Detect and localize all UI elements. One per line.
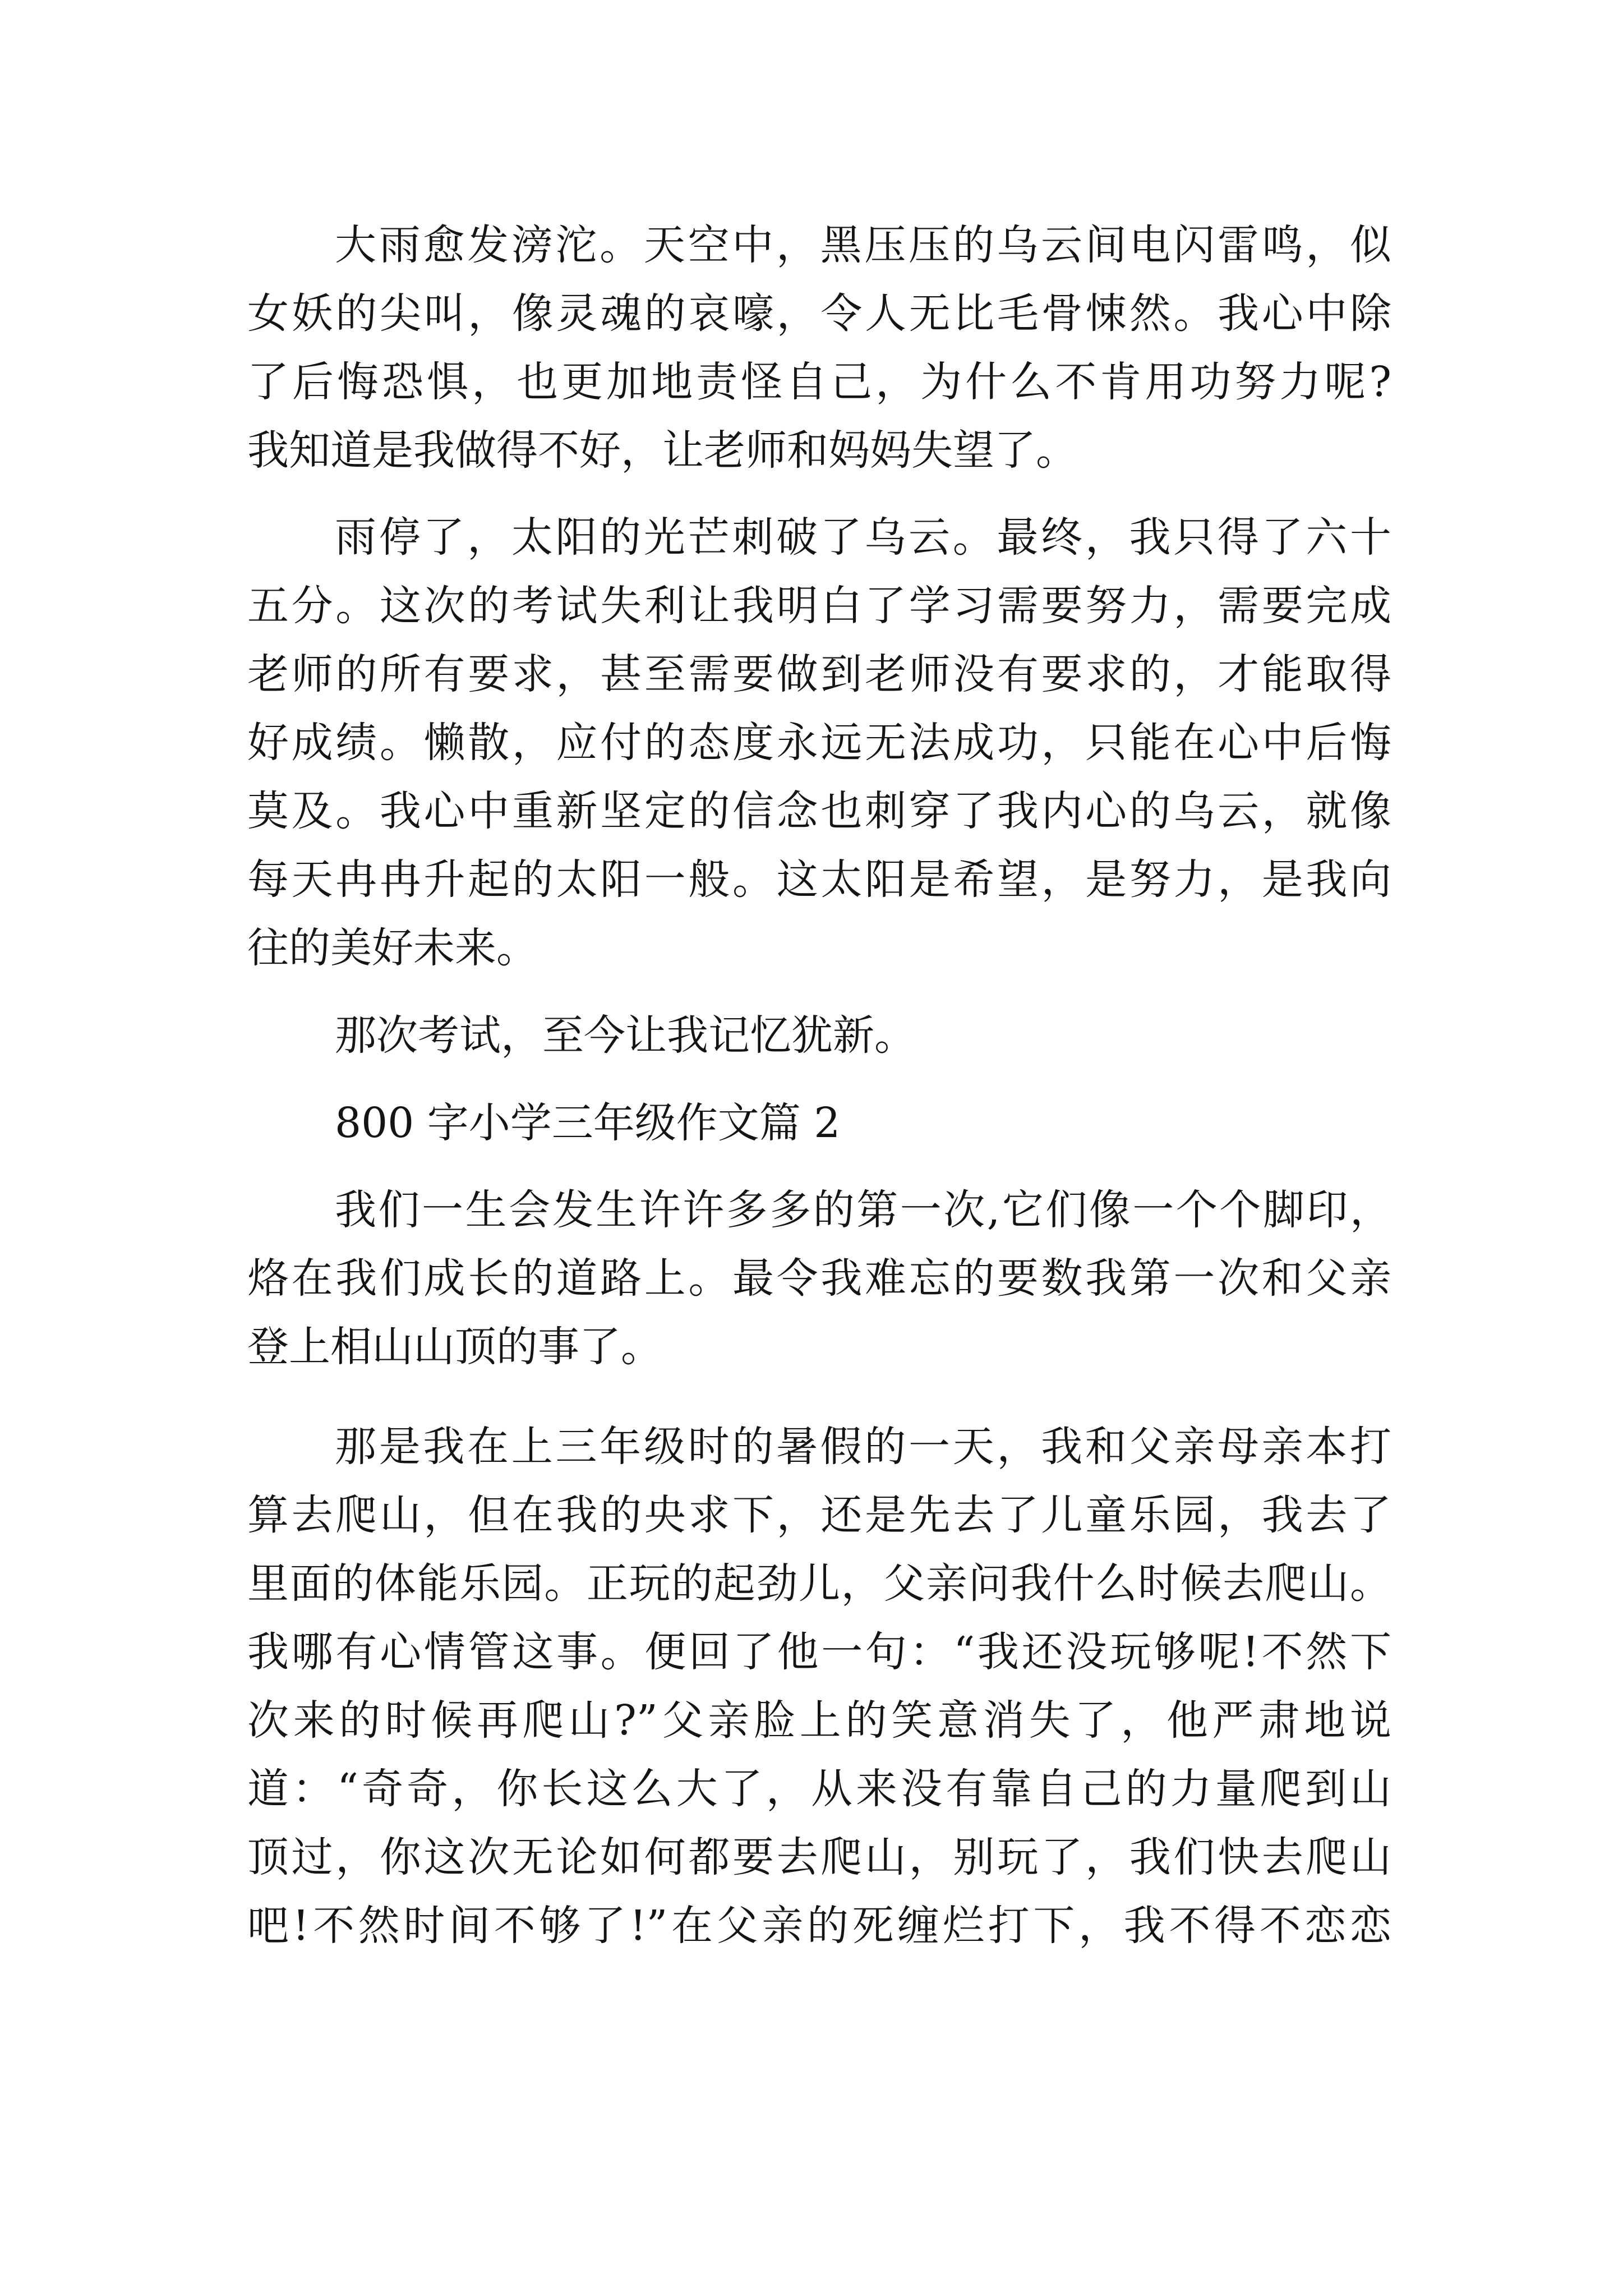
text-line: 我知道是我做得不好，让老师和妈妈失望了。 bbox=[247, 426, 1077, 475]
text-line: 次来的时候再爬山?”父亲脸上的笑意消失了，他严肃地说 bbox=[247, 1696, 1391, 1745]
text-line: 女妖的尖叫，像灵魂的哀嚎，令人无比毛骨悚然。我心中除 bbox=[247, 289, 1391, 338]
text-line: 那次考试，至今让我记忆犹新。 bbox=[335, 1011, 916, 1060]
text-line: 登上相山山顶的事了。 bbox=[247, 1323, 662, 1371]
text-line: 往的美好未来。 bbox=[247, 924, 538, 972]
text-line: 五分。这次的考试失利让我明白了学习需要努力，需要完成 bbox=[247, 582, 1391, 630]
text-line: 顶过，你这次无论如何都要去爬山，别玩了，我们快去爬山 bbox=[247, 1833, 1391, 1881]
text-line: 吧!不然时间不够了!”在父亲的死缠烂打下，我不得不恋恋 bbox=[247, 1902, 1391, 1950]
text-line: 烙在我们成长的道路上。最令我难忘的要数我第一次和父亲 bbox=[247, 1254, 1391, 1303]
text-line: 老师的所有要求，甚至需要做到老师没有要求的，才能取得 bbox=[247, 650, 1391, 698]
text-line: 我哪有心情管这事。便回了他一句：“我还没玩够呢!不然下 bbox=[247, 1628, 1391, 1676]
text-line: 雨停了，太阳的光芒刺破了乌云。最终，我只得了六十 bbox=[335, 513, 1391, 562]
text-line: 我们一生会发生许许多多的第一次,它们像一个个脚印， bbox=[335, 1186, 1391, 1234]
section-heading: 800 字小学三年级作文篇 2 bbox=[335, 1099, 841, 1147]
text-line: 算去爬山，但在我的央求下，还是先去了儿童乐园，我去了 bbox=[247, 1491, 1391, 1539]
text-line: 那是我在上三年级时的暑假的一天，我和父亲母亲本打 bbox=[335, 1423, 1391, 1471]
text-line: 大雨愈发滂沱。天空中，黑压压的乌云间电闪雷鸣，似 bbox=[335, 221, 1391, 269]
text-line: 了后悔恐惧，也更加地责怪自己，为什么不肯用功努力呢? bbox=[247, 358, 1391, 406]
text-line: 每天冉冉升起的太阳一般。这太阳是希望，是努力，是我向 bbox=[247, 855, 1391, 904]
text-line: 莫及。我心中重新坚定的信念也刺穿了我内心的乌云，就像 bbox=[247, 787, 1391, 835]
text-line: 道：“奇奇，你长这么大了，从来没有靠自己的力量爬到山 bbox=[247, 1765, 1391, 1813]
text-line: 好成绩。懒散，应付的态度永远无法成功，只能在心中后悔 bbox=[247, 719, 1391, 767]
text-line: 里面的体能乐园。正玩的起劲儿，父亲问我什么时候去爬山。 bbox=[247, 1559, 1391, 1608]
